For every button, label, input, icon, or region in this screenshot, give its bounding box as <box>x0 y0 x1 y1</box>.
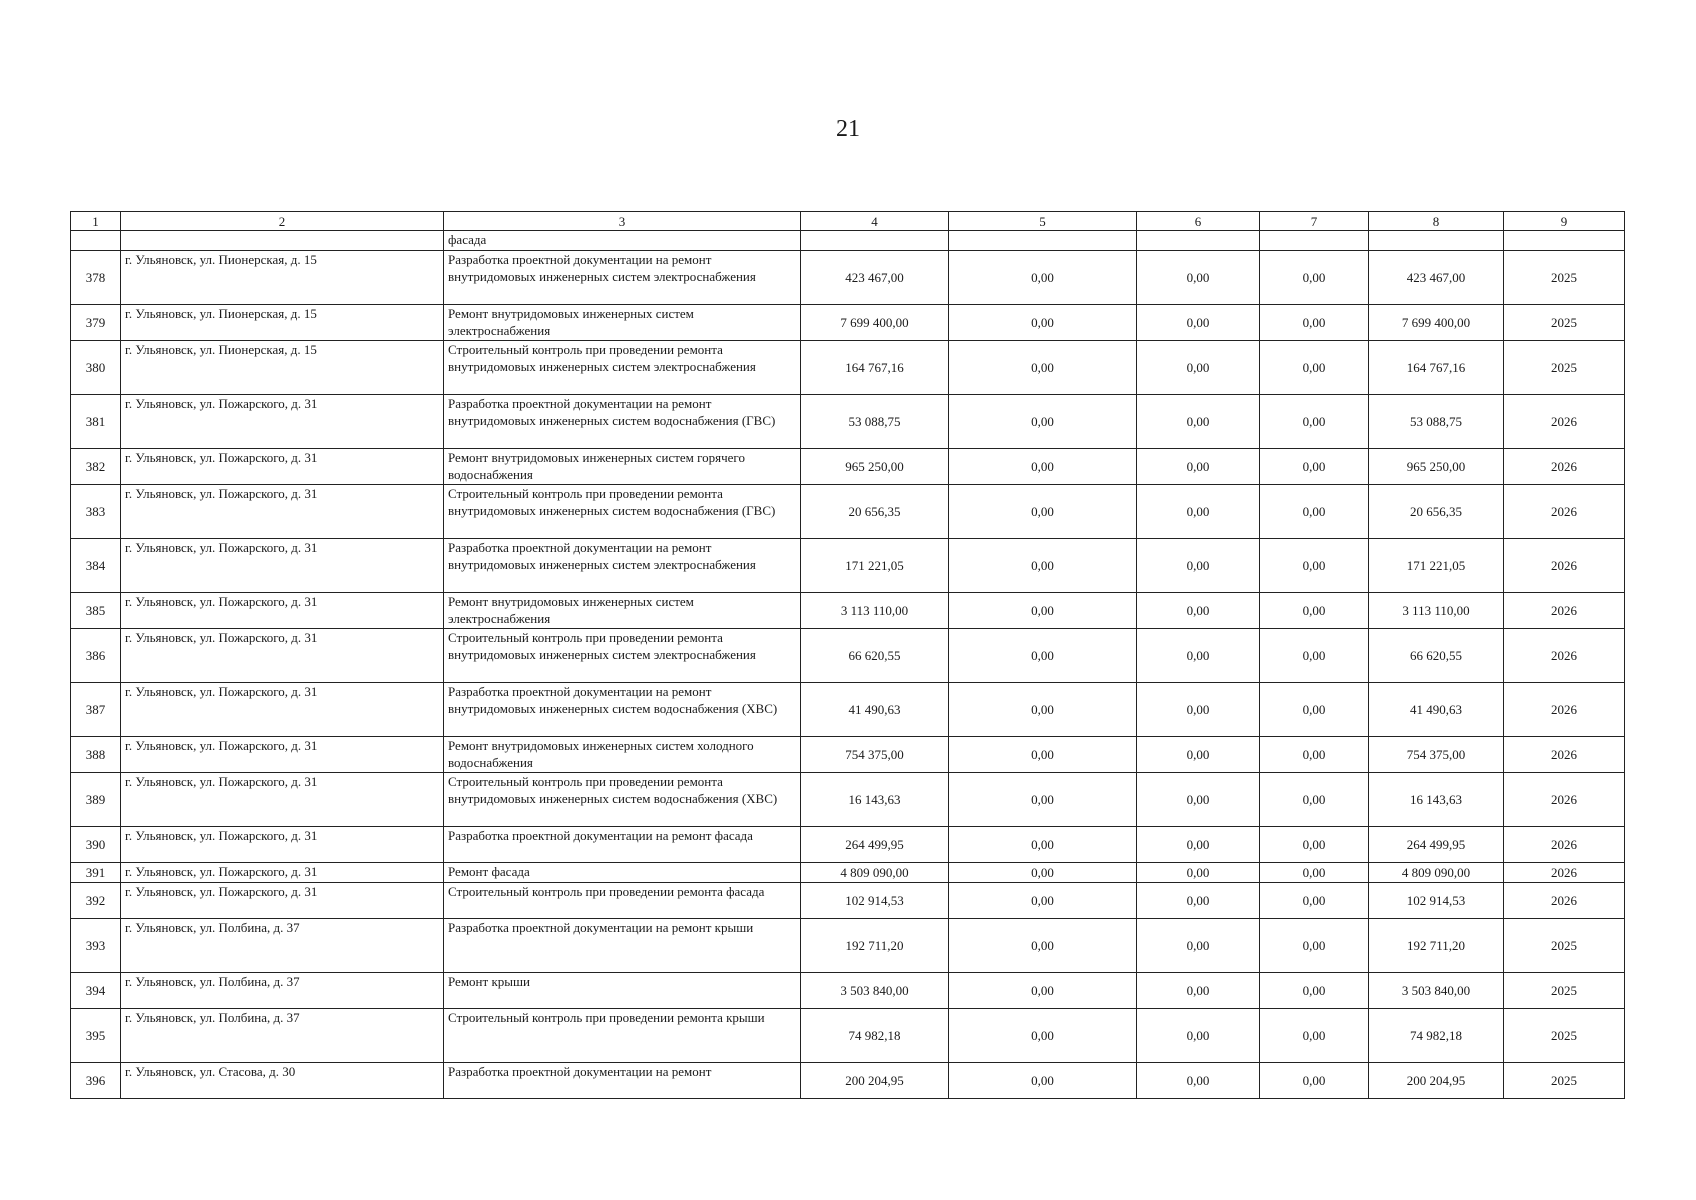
year-cell: 2026 <box>1504 827 1625 863</box>
table-row <box>71 539 1625 593</box>
column-header: 1 <box>71 212 121 231</box>
amount-col8-cell: 171 221,05 <box>1369 539 1504 593</box>
row-number-cell: 389 <box>71 773 121 827</box>
table-row <box>71 883 1625 919</box>
amount-col6-cell: 0,00 <box>1137 305 1260 341</box>
work-type-cell: фасада <box>444 231 801 251</box>
amount-col7-cell: 0,00 <box>1260 485 1369 539</box>
address-cell: г. Ульяновск, ул. Пожарского, д. 31 <box>121 629 444 683</box>
amount-col8-cell: 16 143,63 <box>1369 773 1504 827</box>
year-cell: 2025 <box>1504 1009 1625 1063</box>
capital-repair-table <box>70 211 1625 1099</box>
amount-col8-cell: 74 982,18 <box>1369 1009 1504 1063</box>
row-number-cell: 384 <box>71 539 121 593</box>
amount-col7-cell: 0,00 <box>1260 395 1369 449</box>
row-number-cell: 382 <box>71 449 121 485</box>
address-cell: г. Ульяновск, ул. Пожарского, д. 31 <box>121 737 444 773</box>
year-cell: 2026 <box>1504 773 1625 827</box>
amount-col5-cell: 0,00 <box>949 395 1137 449</box>
row-number-cell: 385 <box>71 593 121 629</box>
amount-col4-cell: 4 809 090,00 <box>801 863 949 883</box>
address-cell: г. Ульяновск, ул. Пожарского, д. 31 <box>121 683 444 737</box>
address-cell: г. Ульяновск, ул. Пожарского, д. 31 <box>121 593 444 629</box>
amount-col4-cell: 164 767,16 <box>801 341 949 395</box>
amount-col8-cell: 4 809 090,00 <box>1369 863 1504 883</box>
year-cell: 2026 <box>1504 863 1625 883</box>
amount-col5-cell: 0,00 <box>949 1063 1137 1099</box>
amount-col6-cell: 0,00 <box>1137 883 1260 919</box>
year-cell: 2026 <box>1504 485 1625 539</box>
amount-col8-cell: 965 250,00 <box>1369 449 1504 485</box>
amount-col7-cell: 0,00 <box>1260 341 1369 395</box>
amount-col7-cell: 0,00 <box>1260 863 1369 883</box>
amount-col5-cell: 0,00 <box>949 863 1137 883</box>
table-body <box>71 231 1625 1099</box>
table-row <box>71 485 1625 539</box>
amount-col4-cell: 965 250,00 <box>801 449 949 485</box>
table-row <box>71 683 1625 737</box>
amount-col8-cell: 66 620,55 <box>1369 629 1504 683</box>
address-cell: г. Ульяновск, ул. Пожарского, д. 31 <box>121 827 444 863</box>
address-cell: г. Ульяновск, ул. Пожарского, д. 31 <box>121 449 444 485</box>
amount-col8-cell: 7 699 400,00 <box>1369 305 1504 341</box>
year-cell: 2026 <box>1504 593 1625 629</box>
year-cell: 2026 <box>1504 683 1625 737</box>
address-cell: г. Ульяновск, ул. Стасова, д. 30 <box>121 1063 444 1099</box>
amount-col6-cell: 0,00 <box>1137 683 1260 737</box>
amount-col4-cell: 41 490,63 <box>801 683 949 737</box>
amount-col8-cell: 754 375,00 <box>1369 737 1504 773</box>
work-type-cell: Строительный контроль при проведении ремонта внутридомовых инженерных систем электроснабжения <box>444 341 801 395</box>
amount-col7-cell: 0,00 <box>1260 1063 1369 1099</box>
row-number-cell: 388 <box>71 737 121 773</box>
amount-col8-cell: 164 767,16 <box>1369 341 1504 395</box>
amount-col7-cell: 0,00 <box>1260 251 1369 305</box>
address-cell: г. Ульяновск, ул. Пионерская, д. 15 <box>121 305 444 341</box>
work-type-cell: Разработка проектной документации на ремонт внутридомовых инженерных систем водоснабжения (ХВС) <box>444 683 801 737</box>
cell-empty <box>1369 231 1504 251</box>
amount-col5-cell: 0,00 <box>949 539 1137 593</box>
amount-col6-cell: 0,00 <box>1137 539 1260 593</box>
amount-col8-cell: 3 113 110,00 <box>1369 593 1504 629</box>
year-cell: 2026 <box>1504 883 1625 919</box>
work-type-cell: Разработка проектной документации на ремонт <box>444 1063 801 1099</box>
page-number: 21 <box>836 116 860 142</box>
work-type-cell: Разработка проектной документации на ремонт внутридомовых инженерных систем электроснабжения <box>444 251 801 305</box>
row-number-cell: 387 <box>71 683 121 737</box>
amount-col4-cell: 7 699 400,00 <box>801 305 949 341</box>
address-cell: г. Ульяновск, ул. Пожарского, д. 31 <box>121 485 444 539</box>
amount-col5-cell: 0,00 <box>949 629 1137 683</box>
amount-col7-cell: 0,00 <box>1260 827 1369 863</box>
amount-col6-cell: 0,00 <box>1137 593 1260 629</box>
column-header: 3 <box>444 212 801 231</box>
amount-col8-cell: 20 656,35 <box>1369 485 1504 539</box>
column-header: 6 <box>1137 212 1260 231</box>
year-cell: 2025 <box>1504 973 1625 1009</box>
cell-empty <box>121 231 444 251</box>
column-header: 2 <box>121 212 444 231</box>
address-cell: г. Ульяновск, ул. Пожарского, д. 31 <box>121 863 444 883</box>
row-number-cell: 396 <box>71 1063 121 1099</box>
amount-col7-cell: 0,00 <box>1260 683 1369 737</box>
amount-col5-cell: 0,00 <box>949 485 1137 539</box>
year-cell: 2026 <box>1504 395 1625 449</box>
table-row <box>71 827 1625 863</box>
column-header: 7 <box>1260 212 1369 231</box>
column-header: 5 <box>949 212 1137 231</box>
cell-empty <box>801 231 949 251</box>
amount-col6-cell: 0,00 <box>1137 485 1260 539</box>
table-row <box>71 251 1625 305</box>
address-cell: г. Ульяновск, ул. Пионерская, д. 15 <box>121 341 444 395</box>
amount-col4-cell: 423 467,00 <box>801 251 949 305</box>
table-row <box>71 341 1625 395</box>
cell-empty <box>1260 231 1369 251</box>
work-type-cell: Ремонт внутридомовых инженерных систем холодного водоснабжения <box>444 737 801 773</box>
amount-col4-cell: 192 711,20 <box>801 919 949 973</box>
column-header: 4 <box>801 212 949 231</box>
amount-col4-cell: 16 143,63 <box>801 773 949 827</box>
amount-col6-cell: 0,00 <box>1137 395 1260 449</box>
row-number-cell: 383 <box>71 485 121 539</box>
column-header: 9 <box>1504 212 1625 231</box>
amount-col6-cell: 0,00 <box>1137 827 1260 863</box>
table-row <box>71 629 1625 683</box>
amount-col6-cell: 0,00 <box>1137 629 1260 683</box>
amount-col6-cell: 0,00 <box>1137 1063 1260 1099</box>
amount-col4-cell: 3 113 110,00 <box>801 593 949 629</box>
amount-col7-cell: 0,00 <box>1260 629 1369 683</box>
table-row <box>71 919 1625 973</box>
amount-col5-cell: 0,00 <box>949 883 1137 919</box>
amount-col8-cell: 200 204,95 <box>1369 1063 1504 1099</box>
row-number-cell: 391 <box>71 863 121 883</box>
amount-col5-cell: 0,00 <box>949 919 1137 973</box>
year-cell: 2025 <box>1504 1063 1625 1099</box>
amount-col7-cell: 0,00 <box>1260 883 1369 919</box>
table-row <box>71 449 1625 485</box>
amount-col4-cell: 264 499,95 <box>801 827 949 863</box>
amount-col7-cell: 0,00 <box>1260 539 1369 593</box>
amount-col8-cell: 41 490,63 <box>1369 683 1504 737</box>
year-cell: 2025 <box>1504 919 1625 973</box>
row-number-cell: 392 <box>71 883 121 919</box>
amount-col4-cell: 171 221,05 <box>801 539 949 593</box>
work-type-cell: Строительный контроль при проведении ремонта внутридомовых инженерных систем водоснабжения (ХВС) <box>444 773 801 827</box>
year-cell: 2025 <box>1504 251 1625 305</box>
amount-col5-cell: 0,00 <box>949 305 1137 341</box>
table-row <box>71 305 1625 341</box>
amount-col6-cell: 0,00 <box>1137 1009 1260 1063</box>
amount-col4-cell: 200 204,95 <box>801 1063 949 1099</box>
row-number-cell: 394 <box>71 973 121 1009</box>
amount-col4-cell: 20 656,35 <box>801 485 949 539</box>
row-number-cell: 378 <box>71 251 121 305</box>
table-row <box>71 593 1625 629</box>
amount-col7-cell: 0,00 <box>1260 973 1369 1009</box>
work-type-cell: Строительный контроль при проведении ремонта внутридомовых инженерных систем электроснабжения <box>444 629 801 683</box>
amount-col8-cell: 102 914,53 <box>1369 883 1504 919</box>
amount-col5-cell: 0,00 <box>949 1009 1137 1063</box>
row-number-cell: 381 <box>71 395 121 449</box>
work-type-cell: Строительный контроль при проведении ремонта крыши <box>444 1009 801 1063</box>
amount-col7-cell: 0,00 <box>1260 1009 1369 1063</box>
table-row <box>71 737 1625 773</box>
amount-col5-cell: 0,00 <box>949 341 1137 395</box>
cell-empty <box>949 231 1137 251</box>
amount-col6-cell: 0,00 <box>1137 341 1260 395</box>
amount-col4-cell: 66 620,55 <box>801 629 949 683</box>
amount-col5-cell: 0,00 <box>949 449 1137 485</box>
address-cell: г. Ульяновск, ул. Полбина, д. 37 <box>121 1009 444 1063</box>
amount-col7-cell: 0,00 <box>1260 737 1369 773</box>
work-type-cell: Строительный контроль при проведении ремонта внутридомовых инженерных систем водоснабжения (ГВС) <box>444 485 801 539</box>
continuation-row <box>71 231 1625 251</box>
work-type-cell: Ремонт внутридомовых инженерных систем горячего водоснабжения <box>444 449 801 485</box>
year-cell: 2025 <box>1504 341 1625 395</box>
table-row <box>71 1063 1625 1099</box>
table-row <box>71 863 1625 883</box>
table-row <box>71 973 1625 1009</box>
amount-col8-cell: 192 711,20 <box>1369 919 1504 973</box>
amount-col6-cell: 0,00 <box>1137 737 1260 773</box>
amount-col6-cell: 0,00 <box>1137 449 1260 485</box>
work-type-cell: Ремонт внутридомовых инженерных систем электроснабжения <box>444 593 801 629</box>
amount-col6-cell: 0,00 <box>1137 251 1260 305</box>
address-cell: г. Ульяновск, ул. Пожарского, д. 31 <box>121 773 444 827</box>
amount-col5-cell: 0,00 <box>949 737 1137 773</box>
amount-col8-cell: 3 503 840,00 <box>1369 973 1504 1009</box>
year-cell: 2026 <box>1504 449 1625 485</box>
work-type-cell: Разработка проектной документации на ремонт крыши <box>444 919 801 973</box>
table-row <box>71 395 1625 449</box>
amount-col8-cell: 264 499,95 <box>1369 827 1504 863</box>
work-type-cell: Ремонт фасада <box>444 863 801 883</box>
year-cell: 2026 <box>1504 737 1625 773</box>
amount-col4-cell: 102 914,53 <box>801 883 949 919</box>
amount-col5-cell: 0,00 <box>949 773 1137 827</box>
work-type-cell: Разработка проектной документации на ремонт внутридомовых инженерных систем электроснабжения <box>444 539 801 593</box>
work-type-cell: Ремонт внутридомовых инженерных систем электроснабжения <box>444 305 801 341</box>
row-number-cell: 393 <box>71 919 121 973</box>
amount-col5-cell: 0,00 <box>949 683 1137 737</box>
amount-col6-cell: 0,00 <box>1137 919 1260 973</box>
address-cell: г. Ульяновск, ул. Пожарского, д. 31 <box>121 395 444 449</box>
work-type-cell: Ремонт крыши <box>444 973 801 1009</box>
row-number-cell: 395 <box>71 1009 121 1063</box>
address-cell: г. Ульяновск, ул. Полбина, д. 37 <box>121 919 444 973</box>
row-number-cell: 390 <box>71 827 121 863</box>
amount-col8-cell: 53 088,75 <box>1369 395 1504 449</box>
amount-col7-cell: 0,00 <box>1260 593 1369 629</box>
cell-empty <box>1504 231 1625 251</box>
table-row <box>71 773 1625 827</box>
work-type-cell: Строительный контроль при проведении ремонта фасада <box>444 883 801 919</box>
row-number-cell: 386 <box>71 629 121 683</box>
work-type-cell: Разработка проектной документации на ремонт внутридомовых инженерных систем водоснабжения (ГВС) <box>444 395 801 449</box>
amount-col4-cell: 53 088,75 <box>801 395 949 449</box>
amount-col7-cell: 0,00 <box>1260 449 1369 485</box>
work-type-cell: Разработка проектной документации на ремонт фасада <box>444 827 801 863</box>
amount-col7-cell: 0,00 <box>1260 305 1369 341</box>
amount-col6-cell: 0,00 <box>1137 773 1260 827</box>
year-cell: 2026 <box>1504 629 1625 683</box>
address-cell: г. Ульяновск, ул. Пожарского, д. 31 <box>121 883 444 919</box>
row-number-cell: 379 <box>71 305 121 341</box>
year-cell: 2026 <box>1504 539 1625 593</box>
amount-col5-cell: 0,00 <box>949 973 1137 1009</box>
column-header: 8 <box>1369 212 1504 231</box>
amount-col6-cell: 0,00 <box>1137 973 1260 1009</box>
address-cell: г. Ульяновск, ул. Полбина, д. 37 <box>121 973 444 1009</box>
amount-col7-cell: 0,00 <box>1260 919 1369 973</box>
amount-col7-cell: 0,00 <box>1260 773 1369 827</box>
amount-col5-cell: 0,00 <box>949 251 1137 305</box>
year-cell: 2025 <box>1504 305 1625 341</box>
amount-col4-cell: 754 375,00 <box>801 737 949 773</box>
amount-col8-cell: 423 467,00 <box>1369 251 1504 305</box>
amount-col5-cell: 0,00 <box>949 593 1137 629</box>
amount-col4-cell: 74 982,18 <box>801 1009 949 1063</box>
table-row <box>71 1009 1625 1063</box>
cell-empty <box>1137 231 1260 251</box>
amount-col5-cell: 0,00 <box>949 827 1137 863</box>
amount-col6-cell: 0,00 <box>1137 863 1260 883</box>
row-number-cell: 380 <box>71 341 121 395</box>
column-number-header-row <box>71 212 1625 231</box>
cell-empty <box>71 231 121 251</box>
address-cell: г. Ульяновск, ул. Пожарского, д. 31 <box>121 539 444 593</box>
address-cell: г. Ульяновск, ул. Пионерская, д. 15 <box>121 251 444 305</box>
amount-col4-cell: 3 503 840,00 <box>801 973 949 1009</box>
